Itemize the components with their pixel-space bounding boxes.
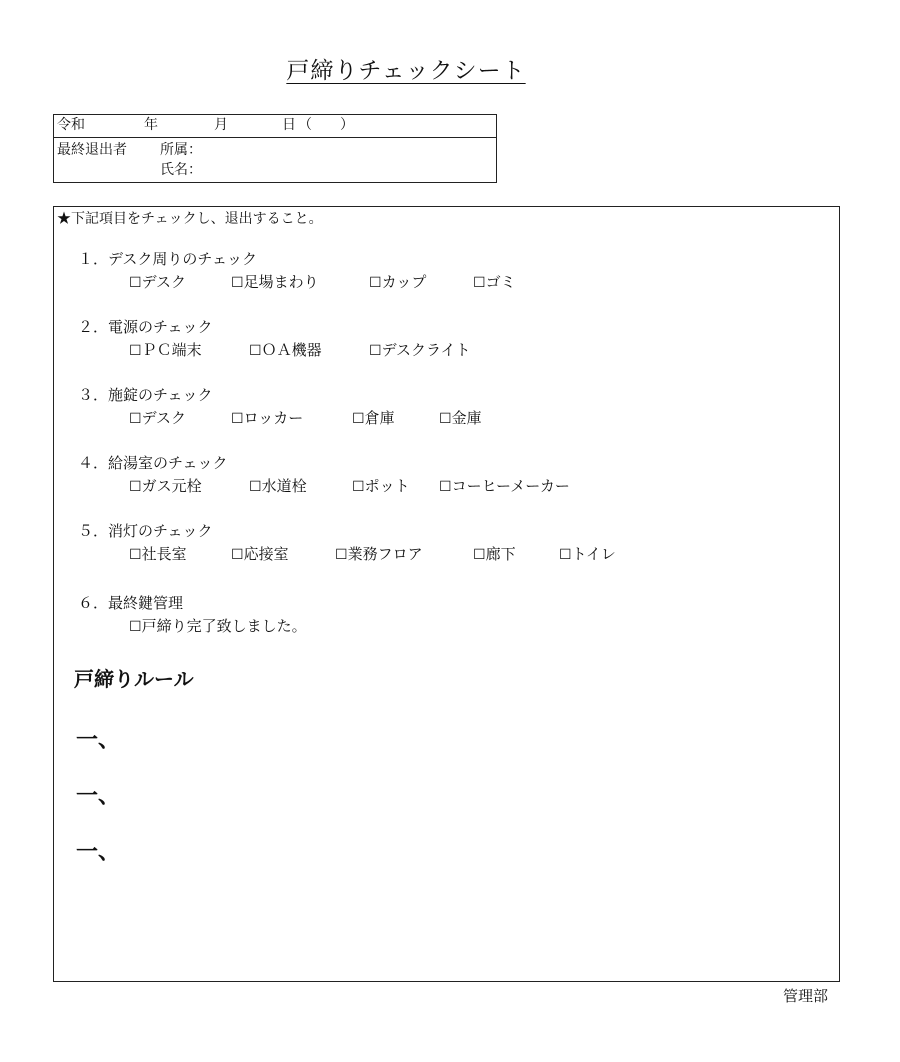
check-section <box>78 521 616 565</box>
weekday-field[interactable]: （ ） <box>298 117 354 133</box>
checkbox-item[interactable] <box>231 271 319 294</box>
section-heading: ４．給湯室のチェック <box>78 454 228 472</box>
era-label: 令和 <box>57 117 85 133</box>
checkbox-label: デスク <box>141 273 186 291</box>
checkbox-item[interactable] <box>129 475 202 498</box>
checkbox-item[interactable] <box>335 543 423 566</box>
section-heading: ６．最終鍵管理 <box>78 594 184 612</box>
checkbox-label: ゴミ <box>485 273 516 291</box>
checkbox-icon[interactable]: ☐ <box>129 547 142 563</box>
checkbox-label: デスクライト <box>381 341 471 359</box>
rule-line: 一、 <box>76 727 121 753</box>
checkbox-label: ガス元栓 <box>141 477 202 495</box>
checkbox-label: カップ <box>381 273 427 291</box>
checkbox-item[interactable] <box>231 407 303 430</box>
affiliation-label: 所属： <box>160 142 202 158</box>
checkbox-icon[interactable]: ☐ <box>335 547 348 563</box>
checkbox-row <box>78 475 570 497</box>
check-section <box>78 453 570 497</box>
checkbox-icon[interactable]: ☐ <box>129 619 142 635</box>
checkbox-icon[interactable]: ☐ <box>369 343 382 359</box>
name-label: 氏名： <box>160 162 202 178</box>
checkbox-row <box>78 271 516 293</box>
checkbox-icon[interactable]: ☐ <box>473 275 486 291</box>
instruction-text: ★下記項目をチェックし、退出すること。 <box>57 211 323 227</box>
last-leaver-label: 最終退出者 <box>57 142 127 158</box>
checkbox-icon[interactable]: ☐ <box>559 547 572 563</box>
checkbox-item[interactable] <box>249 475 307 498</box>
check-section <box>78 249 516 293</box>
checkbox-label: 廊下 <box>485 545 516 563</box>
checkbox-icon[interactable]: ☐ <box>352 479 365 495</box>
checkbox-label: コーヒーメーカー <box>451 477 570 495</box>
checkbox-icon[interactable]: ☐ <box>352 411 365 427</box>
checkbox-label: ＰＣ端末 <box>141 341 202 359</box>
checkbox-label: 倉庫 <box>364 409 395 427</box>
checkbox-item[interactable] <box>129 271 186 294</box>
checkbox-label: 水道栓 <box>261 477 307 495</box>
checkbox-label: デスク <box>141 409 186 427</box>
month-label: 月 <box>214 117 228 133</box>
section-heading: ５．消灯のチェック <box>78 522 213 540</box>
checkbox-row <box>78 543 616 565</box>
section-heading: １．デスク周りのチェック <box>78 250 257 268</box>
checkbox-label: 戸締り完了致しました。 <box>141 617 307 635</box>
checkbox-label: 金庫 <box>451 409 482 427</box>
section-heading: ２．電源のチェック <box>78 318 213 336</box>
checkbox-row <box>78 615 307 637</box>
checkbox-icon[interactable]: ☐ <box>129 275 142 291</box>
checkbox-icon[interactable]: ☐ <box>231 275 244 291</box>
check-section <box>78 317 471 361</box>
checkbox-icon[interactable]: ☐ <box>231 411 244 427</box>
checkbox-label: 応接室 <box>243 545 289 563</box>
checkbox-item[interactable] <box>559 543 616 566</box>
checkbox-item[interactable] <box>473 543 516 566</box>
checkbox-label: 社長室 <box>141 545 187 563</box>
checkbox-icon[interactable]: ☐ <box>129 479 142 495</box>
checkbox-label: ロッカー <box>243 409 304 427</box>
checkbox-label: トイレ <box>571 545 616 563</box>
rules-title: 戸締りルール <box>74 667 194 691</box>
checkbox-item[interactable] <box>439 407 482 430</box>
checkbox-item[interactable] <box>473 271 516 294</box>
checkbox-item[interactable] <box>352 475 410 498</box>
checkbox-row <box>78 407 482 429</box>
checklist-box <box>53 206 840 982</box>
checkbox-label: 足場まわり <box>243 273 319 291</box>
day-label: 日 <box>282 117 296 133</box>
sheet-title: 戸締りチェックシート <box>286 58 526 84</box>
checkbox-item[interactable] <box>231 543 289 566</box>
checkbox-icon[interactable]: ☐ <box>439 411 452 427</box>
date-row <box>54 115 496 138</box>
checkbox-item[interactable] <box>369 271 426 294</box>
checkbox-icon[interactable]: ☐ <box>439 479 452 495</box>
checkbox-icon[interactable]: ☐ <box>249 343 262 359</box>
checkbox-icon[interactable]: ☐ <box>129 343 142 359</box>
checkbox-item[interactable] <box>129 543 187 566</box>
checkbox-item[interactable] <box>129 615 307 638</box>
checkbox-icon[interactable]: ☐ <box>473 547 486 563</box>
checkbox-item[interactable] <box>369 339 471 362</box>
checkbox-item[interactable] <box>129 407 186 430</box>
checkbox-icon[interactable]: ☐ <box>249 479 262 495</box>
checkbox-icon[interactable]: ☐ <box>231 547 244 563</box>
checkbox-label: ポット <box>364 477 410 495</box>
checkbox-icon[interactable]: ☐ <box>129 411 142 427</box>
checkbox-label: ＯＡ機器 <box>261 341 322 359</box>
section-heading: ３．施錠のチェック <box>78 386 213 404</box>
check-section <box>78 385 482 429</box>
year-label: 年 <box>144 117 158 133</box>
department-label: 管理部 <box>783 987 829 1005</box>
date-and-leaver-box <box>53 114 497 183</box>
checkbox-row <box>78 339 471 361</box>
checkbox-icon[interactable]: ☐ <box>369 275 382 291</box>
check-section <box>78 593 307 637</box>
checkbox-item[interactable] <box>249 339 322 362</box>
rule-line: 一、 <box>76 783 121 809</box>
checkbox-label: 業務フロア <box>347 545 423 563</box>
checkbox-item[interactable] <box>352 407 395 430</box>
checkbox-item[interactable] <box>129 339 202 362</box>
rule-line: 一、 <box>76 839 121 865</box>
checkbox-item[interactable] <box>439 475 570 498</box>
